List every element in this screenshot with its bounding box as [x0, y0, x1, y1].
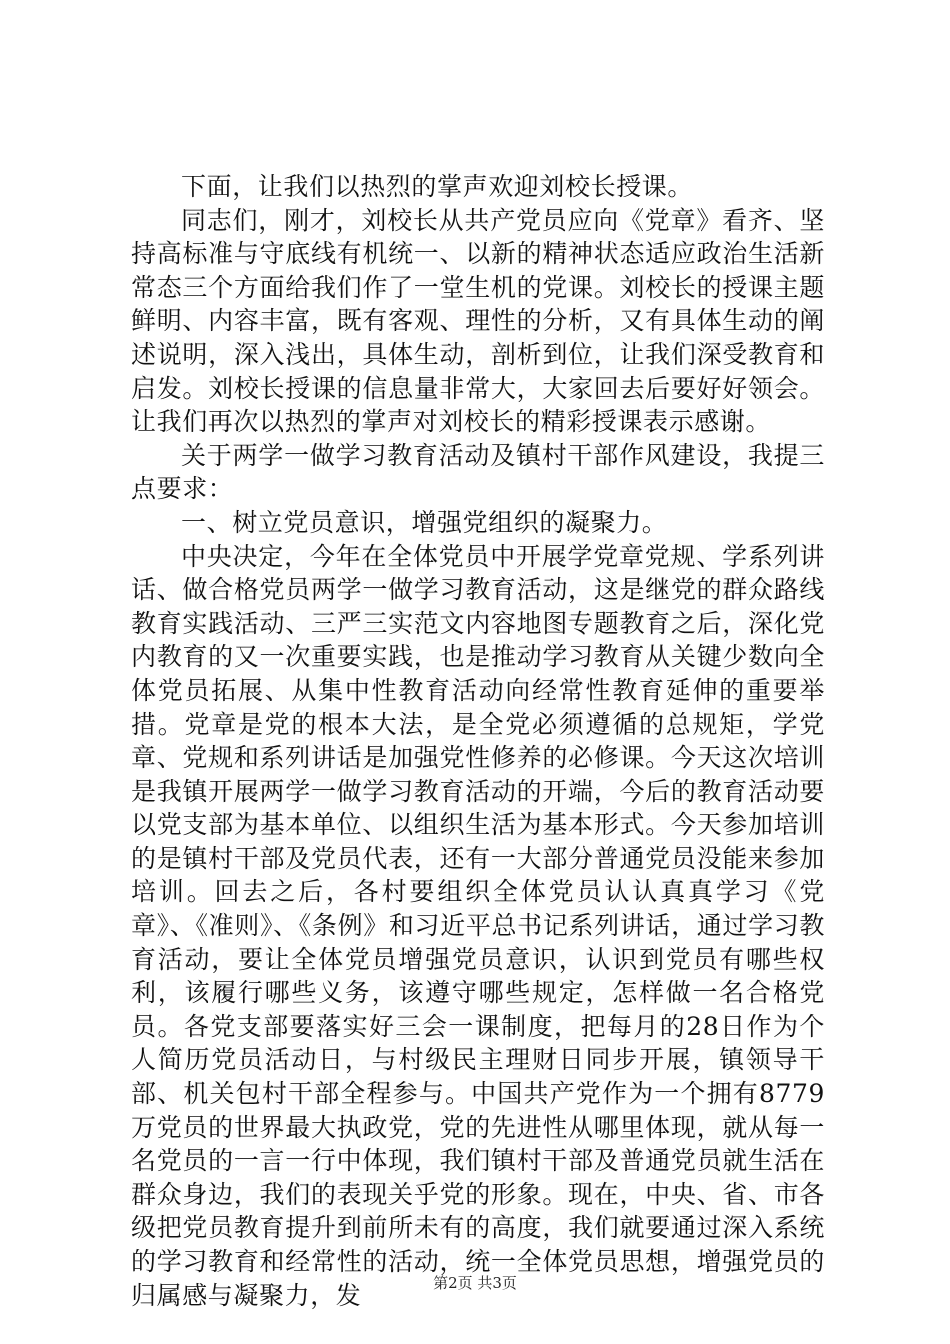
paragraph-section-heading-1: 一、树立党员意识，增强党组织的凝聚力。: [181, 507, 668, 537]
page-footer: 第2页 共3页: [433, 1274, 517, 1292]
paragraph-requirements-intro: 关于两学一做学习教育活动及镇村干部作风建设，我提三点要求：: [131, 440, 825, 504]
paragraph-thanks: 同志们，刚才，刘校长从共产党员应向《党章》看齐、坚持高标准与守底线有机统一、以新的精神状态适应政治生活新常态三个方面给我们作了一堂生机的党课。刘校长的授课主题鲜明、内容丰富，既有客观、理性的分析，又有具体生动的阐述说明，深入浅出，具体生动，剖析到位，让我们深受教育和启发。刘校长授课的信息量非常大，大家回去后要好好领会。让我们再次以热烈的掌声对刘校长的精彩授课表示感谢。: [131, 205, 825, 437]
paragraph-section-body-1: 中央决定，今年在全体党员中开展学党章党规、学系列讲话、做合格党员两学一做学习教育活动，这是继党的群众路线教育实践活动、三严三实范文内容地图专题教育之后，深化党内教育的又一次重要实践，也是推动学习教育从关键少数向全体党员拓展、从集中性教育活动向经常性教育延伸的重要举措。党章是党的根本大法，是全党必须遵循的总规矩，学党章、党规和系列讲话是加强党性修养的必修课。今天这次培训是我镇开展两学一做学习教育活动的开端，今后的教育活动要以党支部为基本单位、以组织生活为基本形式。今天参加培训的是镇村干部及党员代表，还有一大部分普通党员没能来参加培训。回去之后，各村要组织全体党员认认真真学习《党章》、《准则》、《条例》和习近平总书记系列讲话，通过学习教育活动，要让全体党员增强党员意识，认识到党员有哪些权利，该履行哪些义务，该遵守哪些规定，怎样做一名合格党员。各党支部要落实好三会一课制度，把每月的28日作为个人简历党员活动日，与村级民主理财日同步开展，镇领导干部、机关包村干部全程参与。中国共产党作为一个拥有8779万党员的世界最大执政党，党的先进性从哪里体现，就从每一名党员的一言一行中体现，我们镇村干部及普通党员就生活在群众身边，我们的表现关乎党的形象。现在，中央、省、市各级把党员教育提升到前所未有的高度，我们就要通过深入系统的学习教育和经常性的活动，统一全体党员思想，增强党员的归属感与凝聚力，发: [131, 541, 825, 1310]
paragraph-welcome: 下面，让我们以热烈的掌声欢迎刘校长授课。: [181, 172, 694, 201]
document-body: [131, 170, 825, 1312]
